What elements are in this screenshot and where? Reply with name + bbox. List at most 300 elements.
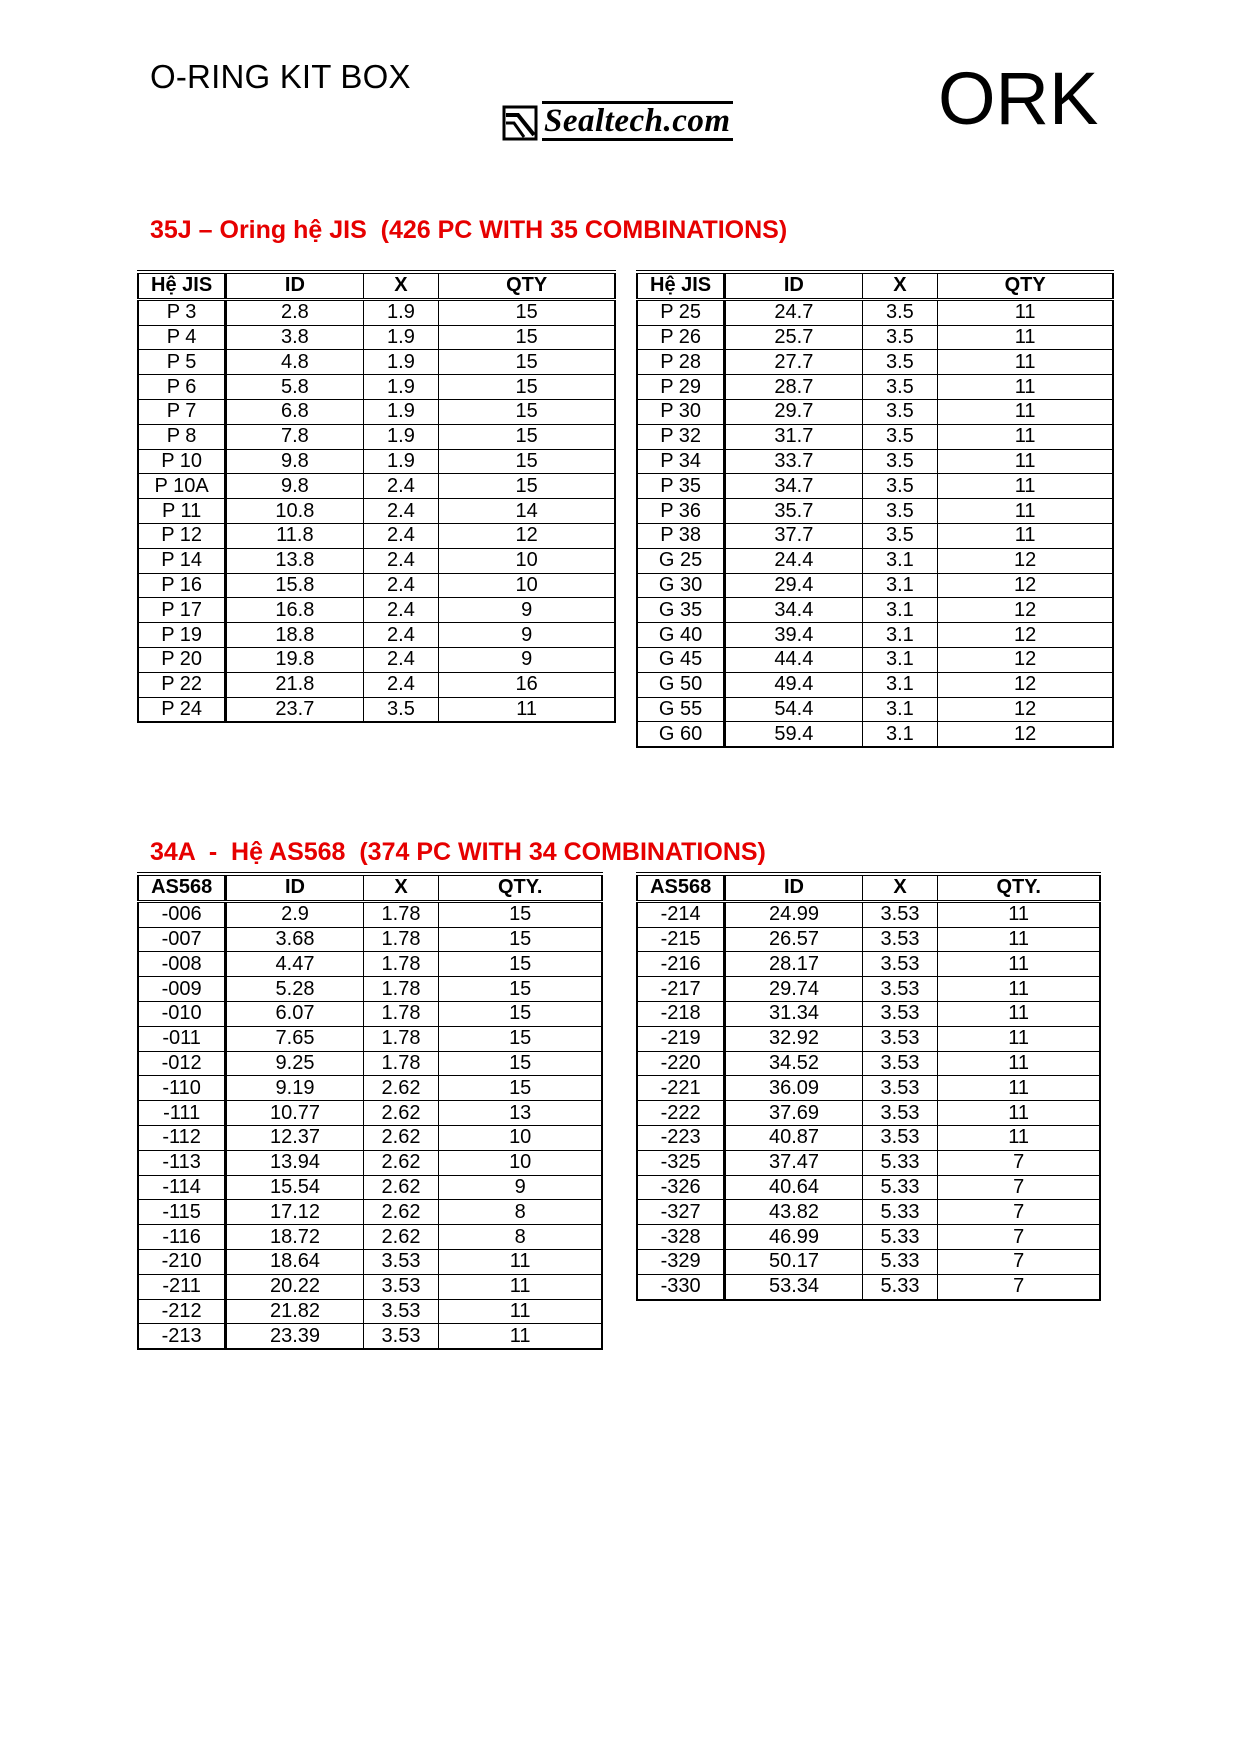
quantity-cell: 11 (938, 424, 1113, 449)
table-row (138, 672, 615, 697)
size-code-cell: G 55 (637, 697, 725, 722)
cross-section-cell: 3.5 (862, 325, 938, 350)
jis-section-heading: 35J – Oring hệ JIS (426 PC WITH 35 COMBINATIONS) (150, 216, 788, 244)
table-row (637, 1001, 1100, 1026)
table-row (138, 548, 615, 573)
size-code-cell: -218 (637, 1001, 725, 1026)
cross-section-cell: 1.9 (363, 375, 439, 400)
inner-diameter-cell: 40.87 (725, 1125, 862, 1150)
size-code-cell: P 11 (138, 499, 226, 524)
table-row (637, 697, 1113, 722)
inner-diameter-cell: 36.09 (725, 1076, 862, 1101)
table-row (637, 399, 1113, 424)
table-row (138, 1150, 602, 1175)
column-header: ID (725, 272, 862, 299)
cross-section-cell: 3.53 (363, 1274, 439, 1299)
cross-section-cell: 5.33 (862, 1249, 938, 1274)
table-row (138, 1200, 602, 1225)
quantity-cell: 16 (439, 672, 615, 697)
size-code-cell: P 8 (138, 424, 226, 449)
cross-section-cell: 2.62 (363, 1200, 439, 1225)
inner-diameter-cell: 17.12 (226, 1200, 363, 1225)
size-code-cell: -217 (637, 977, 725, 1002)
cross-section-cell: 3.53 (862, 977, 938, 1002)
quantity-cell: 12 (938, 548, 1113, 573)
column-header: QTY (439, 272, 615, 299)
quantity-cell: 11 (938, 499, 1113, 524)
cross-section-cell: 3.1 (862, 697, 938, 722)
quantity-cell: 15 (439, 350, 615, 375)
cross-section-cell: 5.33 (862, 1175, 938, 1200)
quantity-cell: 12 (938, 722, 1113, 747)
inner-diameter-cell: 24.4 (725, 548, 862, 573)
table-row (637, 1125, 1100, 1150)
size-code-cell: -214 (637, 901, 725, 927)
table-row (637, 672, 1113, 697)
inner-diameter-cell: 3.68 (226, 927, 363, 952)
jis-table-left (137, 270, 616, 723)
quantity-cell: 15 (439, 1076, 602, 1101)
cross-section-cell: 5.33 (862, 1225, 938, 1250)
size-code-cell: G 25 (637, 548, 725, 573)
size-code-cell: G 45 (637, 647, 725, 672)
cross-section-cell: 3.53 (862, 1001, 938, 1026)
quantity-cell: 11 (938, 952, 1100, 977)
table-row (138, 474, 615, 499)
table-row (637, 598, 1113, 623)
size-code-cell: -325 (637, 1150, 725, 1175)
size-code-cell: -112 (138, 1125, 226, 1150)
table-row (138, 1001, 602, 1026)
quantity-cell: 11 (439, 697, 615, 722)
cross-section-cell: 3.5 (862, 424, 938, 449)
inner-diameter-cell: 16.8 (226, 598, 363, 623)
quantity-cell: 12 (938, 573, 1113, 598)
quantity-cell: 12 (938, 697, 1113, 722)
table-row (637, 977, 1100, 1002)
size-code-cell: -328 (637, 1225, 725, 1250)
quantity-cell: 15 (439, 927, 602, 952)
cross-section-cell: 2.4 (363, 623, 439, 648)
quantity-cell: 11 (938, 1076, 1100, 1101)
table-row (138, 901, 602, 927)
sealtech-logo-icon (502, 105, 538, 141)
cross-section-cell: 3.5 (363, 697, 439, 722)
quantity-cell: 15 (439, 1001, 602, 1026)
inner-diameter-cell: 27.7 (725, 350, 862, 375)
size-code-cell: -213 (138, 1324, 226, 1349)
table-header-row (637, 874, 1100, 901)
inner-diameter-cell: 31.7 (725, 424, 862, 449)
cross-section-cell: 1.78 (363, 1051, 439, 1076)
inner-diameter-cell: 11.8 (226, 523, 363, 548)
document-title: O-RING KIT BOX (150, 58, 411, 95)
table-row (637, 474, 1113, 499)
size-code-cell: -010 (138, 1001, 226, 1026)
cross-section-cell: 2.62 (363, 1150, 439, 1175)
cross-section-cell: 2.4 (363, 474, 439, 499)
table-row (138, 977, 602, 1002)
cross-section-cell: 1.78 (363, 901, 439, 927)
inner-diameter-cell: 37.69 (725, 1101, 862, 1126)
quantity-cell: 9 (439, 623, 615, 648)
table-row (138, 399, 615, 424)
inner-diameter-cell: 9.25 (226, 1051, 363, 1076)
size-code-cell: G 40 (637, 623, 725, 648)
inner-diameter-cell: 10.8 (226, 499, 363, 524)
quantity-cell: 11 (439, 1274, 602, 1299)
size-code-cell: -009 (138, 977, 226, 1002)
table-row (138, 1175, 602, 1200)
cross-section-cell: 1.9 (363, 325, 439, 350)
column-header: QTY (938, 272, 1113, 299)
quantity-cell: 12 (439, 523, 615, 548)
size-code-cell: -012 (138, 1051, 226, 1076)
quantity-cell: 11 (938, 977, 1100, 1002)
table-header-row (138, 272, 615, 299)
cross-section-cell: 3.53 (862, 1101, 938, 1126)
table-row (637, 299, 1113, 325)
table-row (138, 1101, 602, 1126)
quantity-cell: 11 (938, 927, 1100, 952)
cross-section-cell: 3.53 (363, 1324, 439, 1349)
column-header: ID (226, 272, 363, 299)
table-row (138, 1125, 602, 1150)
quantity-cell: 11 (938, 523, 1113, 548)
product-code: ORK (938, 57, 1099, 140)
sealtech-logo (502, 103, 744, 143)
size-code-cell: G 35 (637, 598, 725, 623)
table-row (138, 573, 615, 598)
table-row (637, 1225, 1100, 1250)
quantity-cell: 15 (439, 1051, 602, 1076)
size-code-cell: -329 (637, 1249, 725, 1274)
size-code-cell: -115 (138, 1200, 226, 1225)
inner-diameter-cell: 4.8 (226, 350, 363, 375)
quantity-cell: 11 (938, 474, 1113, 499)
cross-section-cell: 1.9 (363, 449, 439, 474)
table-row (637, 1051, 1100, 1076)
table-row (138, 598, 615, 623)
table-row (637, 1150, 1100, 1175)
quantity-cell: 11 (439, 1249, 602, 1274)
inner-diameter-cell: 29.4 (725, 573, 862, 598)
size-code-cell: P 36 (637, 499, 725, 524)
column-header: AS568 (138, 874, 226, 901)
size-code-cell: P 10A (138, 474, 226, 499)
size-code-cell: P 29 (637, 375, 725, 400)
cross-section-cell: 3.5 (862, 499, 938, 524)
cross-section-cell: 3.1 (862, 598, 938, 623)
size-code-cell: P 22 (138, 672, 226, 697)
size-code-cell: P 25 (637, 299, 725, 325)
cross-section-cell: 3.53 (862, 1051, 938, 1076)
cross-section-cell: 2.62 (363, 1225, 439, 1250)
inner-diameter-cell: 7.8 (226, 424, 363, 449)
table-row (138, 499, 615, 524)
inner-diameter-cell: 9.19 (226, 1076, 363, 1101)
inner-diameter-cell: 21.82 (226, 1299, 363, 1324)
inner-diameter-cell: 54.4 (725, 697, 862, 722)
inner-diameter-cell: 7.65 (226, 1026, 363, 1051)
inner-diameter-cell: 59.4 (725, 722, 862, 747)
size-code-cell: G 60 (637, 722, 725, 747)
inner-diameter-cell: 34.7 (725, 474, 862, 499)
quantity-cell: 11 (938, 1101, 1100, 1126)
table-row (637, 901, 1100, 927)
size-code-cell: -110 (138, 1076, 226, 1101)
inner-diameter-cell: 43.82 (725, 1200, 862, 1225)
quantity-cell: 11 (938, 325, 1113, 350)
quantity-cell: 11 (938, 399, 1113, 424)
cross-section-cell: 3.5 (862, 523, 938, 548)
table-row (138, 623, 615, 648)
inner-diameter-cell: 2.8 (226, 299, 363, 325)
inner-diameter-cell: 5.8 (226, 375, 363, 400)
size-code-cell: P 7 (138, 399, 226, 424)
quantity-cell: 15 (439, 952, 602, 977)
inner-diameter-cell: 15.8 (226, 573, 363, 598)
size-code-cell: -326 (637, 1175, 725, 1200)
size-code-cell: P 24 (138, 697, 226, 722)
size-code-cell: P 28 (637, 350, 725, 375)
column-header: QTY. (938, 874, 1100, 901)
table-row (138, 1299, 602, 1324)
quantity-cell: 11 (439, 1324, 602, 1349)
inner-diameter-cell: 37.47 (725, 1150, 862, 1175)
inner-diameter-cell: 18.72 (226, 1225, 363, 1250)
inner-diameter-cell: 39.4 (725, 623, 862, 648)
table-row (637, 1175, 1100, 1200)
cross-section-cell: 2.4 (363, 647, 439, 672)
cross-section-cell: 5.33 (862, 1150, 938, 1175)
column-header: ID (226, 874, 363, 901)
size-code-cell: -222 (637, 1101, 725, 1126)
cross-section-cell: 3.53 (862, 1026, 938, 1051)
column-header: AS568 (637, 874, 725, 901)
size-code-cell: -223 (637, 1125, 725, 1150)
inner-diameter-cell: 34.4 (725, 598, 862, 623)
table-row (138, 927, 602, 952)
cross-section-cell: 3.5 (862, 474, 938, 499)
inner-diameter-cell: 23.39 (226, 1324, 363, 1349)
size-code-cell: -215 (637, 927, 725, 952)
quantity-cell: 12 (938, 672, 1113, 697)
size-code-cell: P 10 (138, 449, 226, 474)
table-row (138, 449, 615, 474)
quantity-cell: 8 (439, 1225, 602, 1250)
cross-section-cell: 3.5 (862, 299, 938, 325)
table-row (637, 375, 1113, 400)
size-code-cell: P 32 (637, 424, 725, 449)
size-code-cell: P 4 (138, 325, 226, 350)
table-row (637, 952, 1100, 977)
cross-section-cell: 3.5 (862, 449, 938, 474)
inner-diameter-cell: 13.94 (226, 1150, 363, 1175)
table-row (637, 623, 1113, 648)
inner-diameter-cell: 40.64 (725, 1175, 862, 1200)
quantity-cell: 10 (439, 548, 615, 573)
inner-diameter-cell: 18.64 (226, 1249, 363, 1274)
inner-diameter-cell: 31.34 (725, 1001, 862, 1026)
size-code-cell: -007 (138, 927, 226, 952)
cross-section-cell: 1.9 (363, 424, 439, 449)
size-code-cell: -111 (138, 1101, 226, 1126)
quantity-cell: 9 (439, 598, 615, 623)
quantity-cell: 11 (938, 375, 1113, 400)
quantity-cell: 13 (439, 1101, 602, 1126)
quantity-cell: 9 (439, 647, 615, 672)
table-header-row (637, 272, 1113, 299)
inner-diameter-cell: 9.8 (226, 474, 363, 499)
quantity-cell: 11 (938, 350, 1113, 375)
table-row (138, 647, 615, 672)
jis-table-right (636, 270, 1114, 748)
cross-section-cell: 2.4 (363, 672, 439, 697)
cross-section-cell: 1.78 (363, 977, 439, 1002)
quantity-cell: 15 (439, 1026, 602, 1051)
quantity-cell: 10 (439, 1150, 602, 1175)
column-header: X (862, 272, 938, 299)
cross-section-cell: 2.62 (363, 1125, 439, 1150)
size-code-cell: P 26 (637, 325, 725, 350)
size-code-cell: P 3 (138, 299, 226, 325)
column-header: X (363, 272, 439, 299)
cross-section-cell: 3.5 (862, 399, 938, 424)
quantity-cell: 7 (938, 1274, 1100, 1299)
cross-section-cell: 1.9 (363, 399, 439, 424)
quantity-cell: 10 (439, 1125, 602, 1150)
as568-table-left (137, 872, 603, 1350)
cross-section-cell: 2.62 (363, 1101, 439, 1126)
table-row (637, 548, 1113, 573)
quantity-cell: 8 (439, 1200, 602, 1225)
inner-diameter-cell: 21.8 (226, 672, 363, 697)
size-code-cell: P 30 (637, 399, 725, 424)
cross-section-cell: 2.4 (363, 548, 439, 573)
quantity-cell: 15 (439, 424, 615, 449)
quantity-cell: 15 (439, 325, 615, 350)
cross-section-cell: 3.53 (363, 1299, 439, 1324)
table-row (637, 499, 1113, 524)
cross-section-cell: 3.53 (363, 1249, 439, 1274)
cross-section-cell: 1.78 (363, 1001, 439, 1026)
quantity-cell: 7 (938, 1249, 1100, 1274)
size-code-cell: -327 (637, 1200, 725, 1225)
size-code-cell: P 5 (138, 350, 226, 375)
inner-diameter-cell: 15.54 (226, 1175, 363, 1200)
inner-diameter-cell: 3.8 (226, 325, 363, 350)
as568-table-right (636, 872, 1101, 1301)
inner-diameter-cell: 29.74 (725, 977, 862, 1002)
size-code-cell: P 35 (637, 474, 725, 499)
inner-diameter-cell: 29.7 (725, 399, 862, 424)
table-row (637, 523, 1113, 548)
quantity-cell: 11 (938, 901, 1100, 927)
size-code-cell: -114 (138, 1175, 226, 1200)
size-code-cell: -221 (637, 1076, 725, 1101)
size-code-cell: -008 (138, 952, 226, 977)
size-code-cell: P 34 (637, 449, 725, 474)
inner-diameter-cell: 26.57 (725, 927, 862, 952)
inner-diameter-cell: 25.7 (725, 325, 862, 350)
inner-diameter-cell: 50.17 (725, 1249, 862, 1274)
cross-section-cell: 2.4 (363, 598, 439, 623)
column-header: QTY. (439, 874, 602, 901)
table-row (138, 325, 615, 350)
quantity-cell: 15 (439, 474, 615, 499)
size-code-cell: -212 (138, 1299, 226, 1324)
inner-diameter-cell: 33.7 (725, 449, 862, 474)
quantity-cell: 15 (439, 399, 615, 424)
table-row (637, 1200, 1100, 1225)
size-code-cell: -006 (138, 901, 226, 927)
inner-diameter-cell: 28.17 (725, 952, 862, 977)
cross-section-cell: 5.33 (862, 1200, 938, 1225)
column-header: X (363, 874, 439, 901)
column-header: ID (725, 874, 862, 901)
table-row (637, 1026, 1100, 1051)
size-code-cell: P 17 (138, 598, 226, 623)
inner-diameter-cell: 20.22 (226, 1274, 363, 1299)
table-row (138, 424, 615, 449)
quantity-cell: 7 (938, 1150, 1100, 1175)
quantity-cell: 11 (938, 1125, 1100, 1150)
size-code-cell: -113 (138, 1150, 226, 1175)
table-row (637, 647, 1113, 672)
size-code-cell: -210 (138, 1249, 226, 1274)
quantity-cell: 10 (439, 573, 615, 598)
inner-diameter-cell: 6.07 (226, 1001, 363, 1026)
cross-section-cell: 3.5 (862, 350, 938, 375)
table-row (138, 697, 615, 722)
inner-diameter-cell: 35.7 (725, 499, 862, 524)
size-code-cell: P 16 (138, 573, 226, 598)
cross-section-cell: 3.1 (862, 647, 938, 672)
size-code-cell: -216 (637, 952, 725, 977)
quantity-cell: 7 (938, 1200, 1100, 1225)
table-row (138, 1076, 602, 1101)
table-row (637, 325, 1113, 350)
cross-section-cell: 3.5 (862, 375, 938, 400)
inner-diameter-cell: 53.34 (725, 1274, 862, 1299)
cross-section-cell: 3.1 (862, 672, 938, 697)
table-row (637, 1274, 1100, 1299)
inner-diameter-cell: 2.9 (226, 901, 363, 927)
inner-diameter-cell: 4.47 (226, 952, 363, 977)
quantity-cell: 15 (439, 375, 615, 400)
cross-section-cell: 3.1 (862, 722, 938, 747)
table-row (637, 1249, 1100, 1274)
inner-diameter-cell: 34.52 (725, 1051, 862, 1076)
inner-diameter-cell: 28.7 (725, 375, 862, 400)
size-code-cell: P 19 (138, 623, 226, 648)
inner-diameter-cell: 9.8 (226, 449, 363, 474)
inner-diameter-cell: 18.8 (226, 623, 363, 648)
table-row (138, 1274, 602, 1299)
size-code-cell: -219 (637, 1026, 725, 1051)
cross-section-cell: 1.9 (363, 299, 439, 325)
inner-diameter-cell: 32.92 (725, 1026, 862, 1051)
size-code-cell: P 12 (138, 523, 226, 548)
quantity-cell: 7 (938, 1175, 1100, 1200)
table-row (637, 1076, 1100, 1101)
cross-section-cell: 2.4 (363, 499, 439, 524)
cross-section-cell: 2.4 (363, 573, 439, 598)
cross-section-cell: 1.78 (363, 952, 439, 977)
table-row (637, 350, 1113, 375)
quantity-cell: 11 (938, 1001, 1100, 1026)
